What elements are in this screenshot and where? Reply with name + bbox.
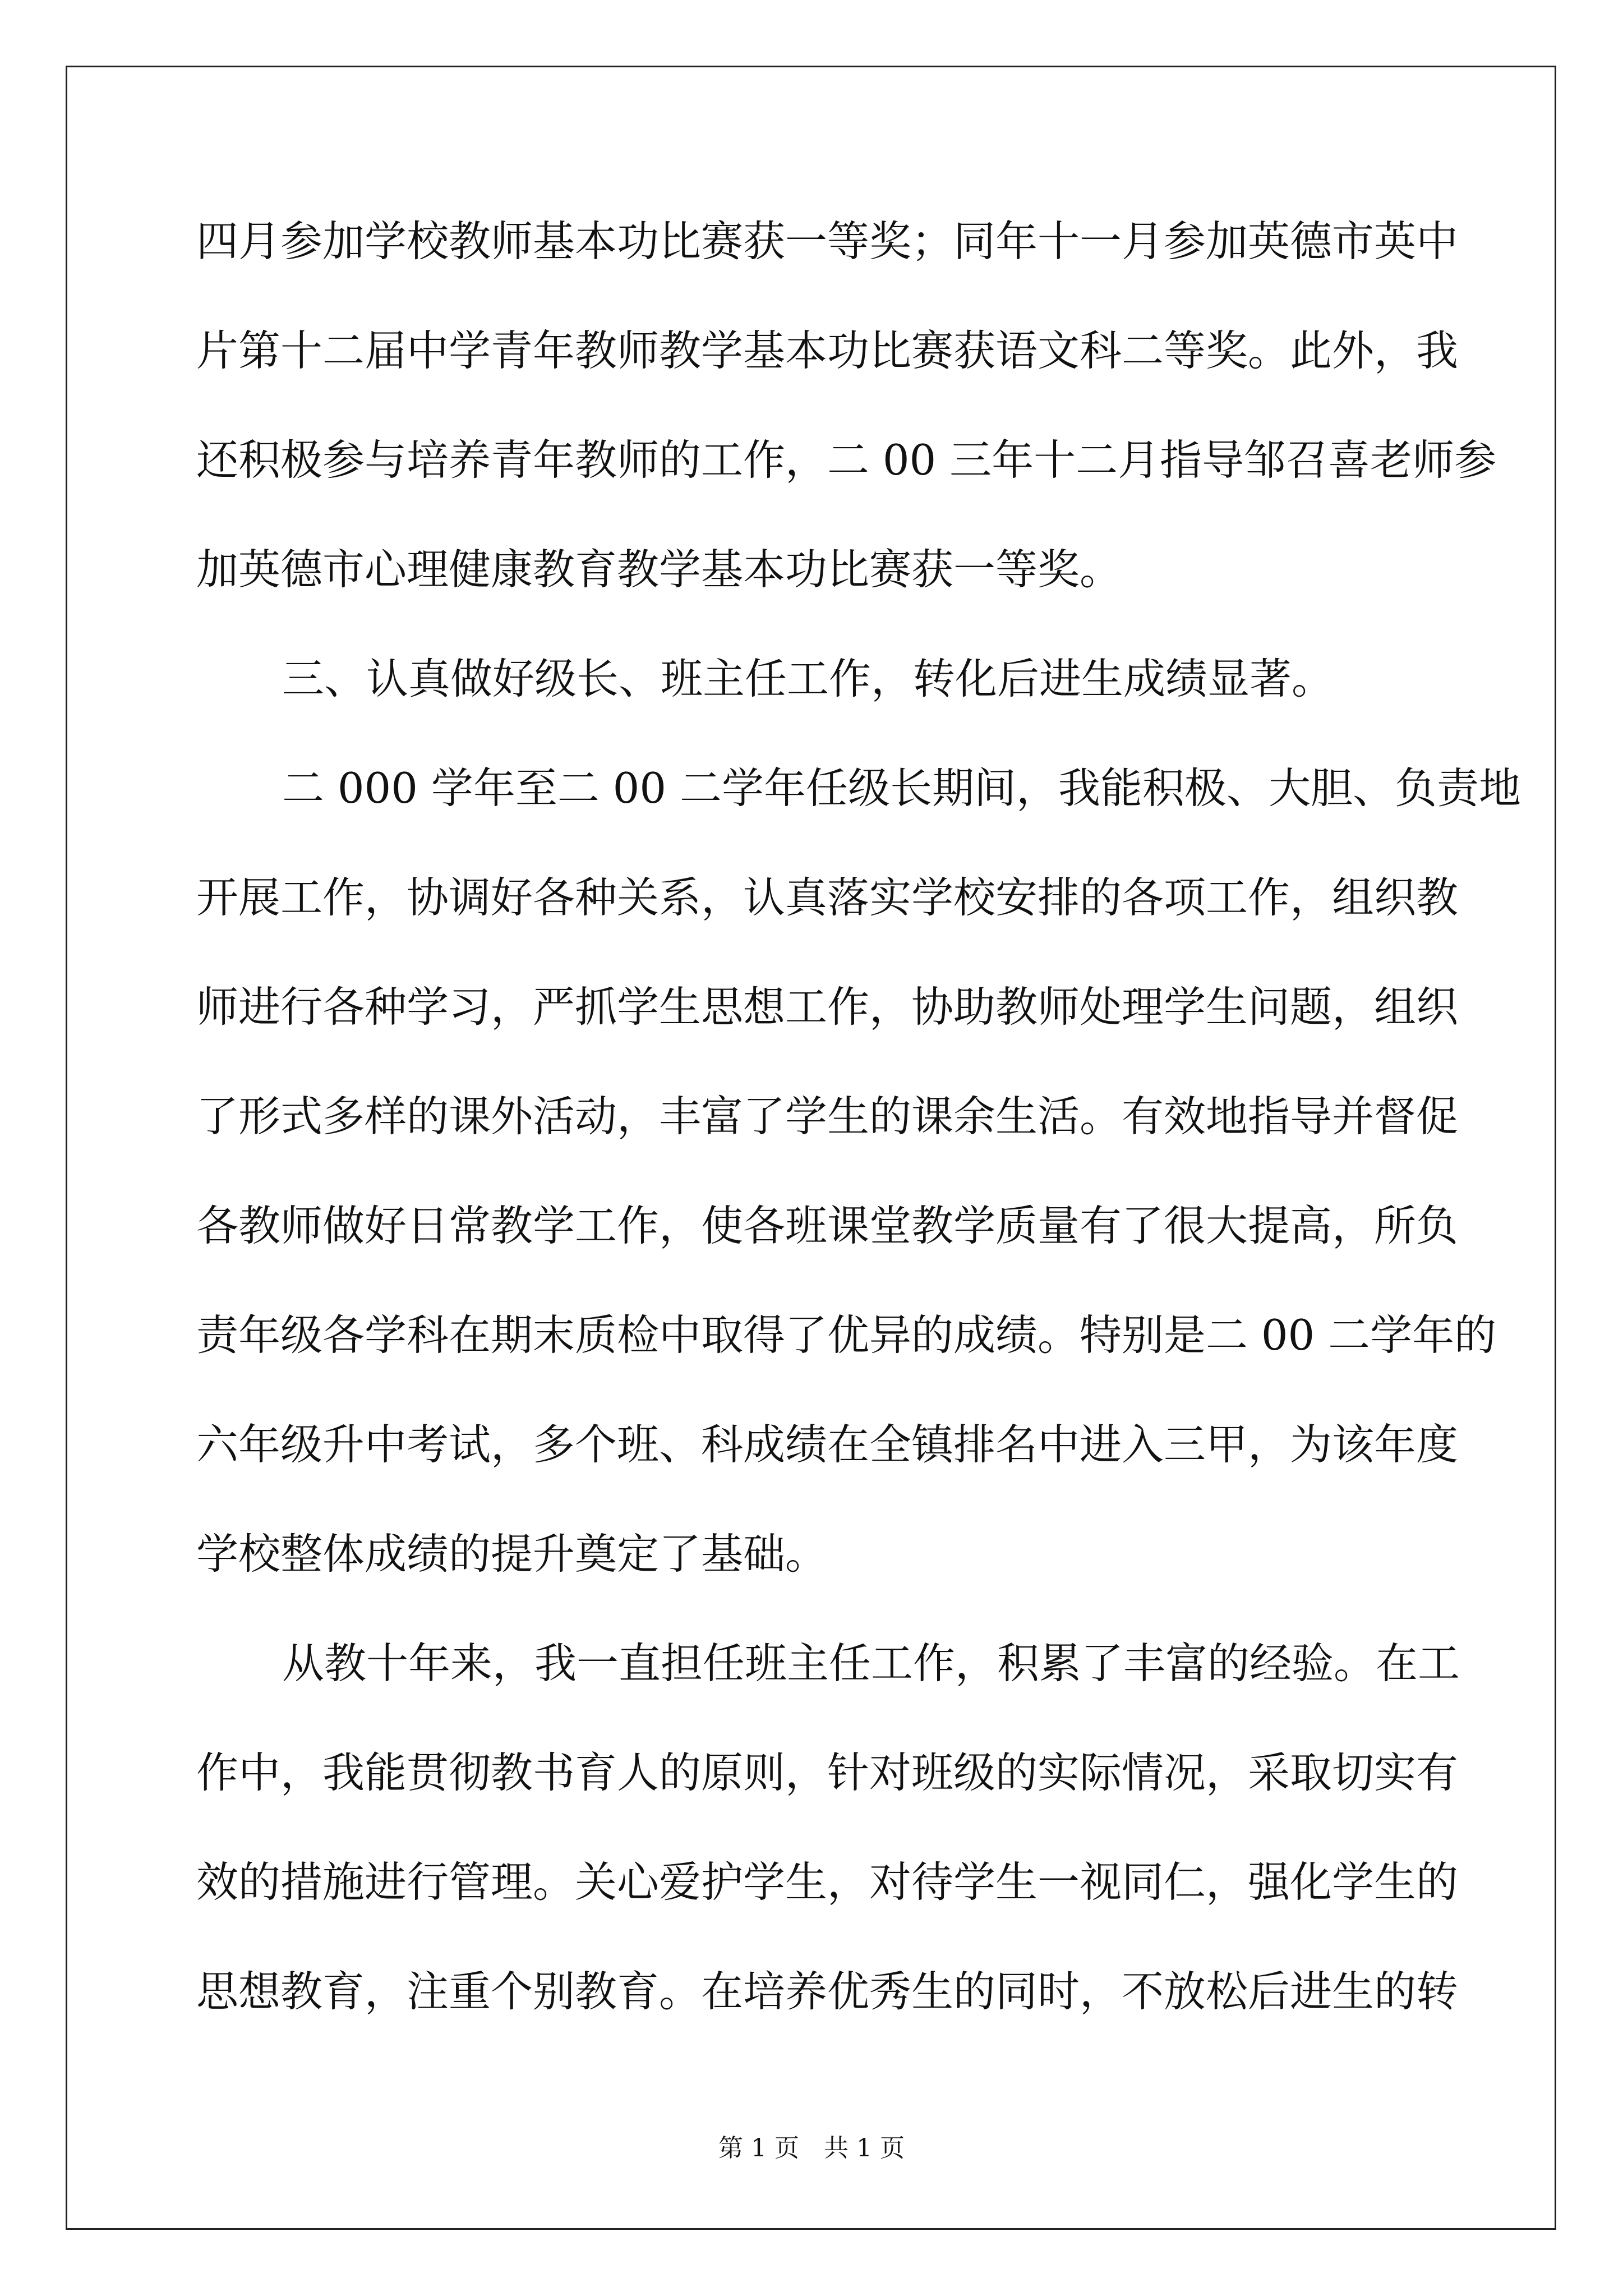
text-line: 责年级各学科在期末质检中取得了优异的成绩。特别是二 00 二学年的	[196, 1310, 1497, 1360]
text-line: 二 000 学年至二 00 二学年任级长期间，我能积极、大胆、负责地	[282, 763, 1521, 813]
text-line: 效的措施进行管理。关心爱护学生，对待学生一视同仁，强化学生的	[196, 1857, 1459, 1907]
text-line: 开展工作，协调好各种关系，认真落实学校安排的各项工作，组织教	[196, 873, 1459, 922]
text-line: 六年级升中考试，多个班、科成绩在全镇排名中进入三甲，为该年度	[196, 1420, 1459, 1469]
text-line: 片第十二届中学青年教师教学基本功比赛获语文科二等奖。此外，我	[196, 326, 1459, 375]
text-line: 从教十年来，我一直担任班主任工作，积累了丰富的经验。在工	[282, 1639, 1460, 1688]
text-line: 思想教育，注重个别教育。在培养优秀生的同时，不放松后进生的转	[196, 1967, 1459, 2016]
section-heading: 三、认真做好级长、班主任工作，转化后进生成绩显著。	[282, 654, 1334, 703]
page-number: 第 1 页 共 1 页	[718, 2134, 905, 2162]
text-line: 作中，我能贯彻教书育人的原则，针对班级的实际情况，采取切实有	[196, 1748, 1459, 1797]
text-line: 师进行各种学习，严抓学生思想工作，协助教师处理学生问题，组织	[196, 982, 1459, 1032]
text-line: 了形式多样的课外活动，丰富了学生的课余生活。有效地指导并督促	[196, 1092, 1459, 1141]
text-line: 各教师做好日常教学工作，使各班课堂教学质量有了很大提高，所负	[196, 1201, 1459, 1250]
text-line: 加英德市心理健康教育教学基本功比赛获一等奖。	[196, 545, 1122, 594]
text-line: 还积极参与培养青年教师的工作，二 00 三年十二月指导邹召喜老师参	[196, 435, 1497, 485]
text-line: 四月参加学校教师基本功比赛获一等奖；同年十一月参加英德市英中	[196, 217, 1459, 266]
text-line: 学校整体成绩的提升奠定了基础。	[196, 1529, 828, 1579]
